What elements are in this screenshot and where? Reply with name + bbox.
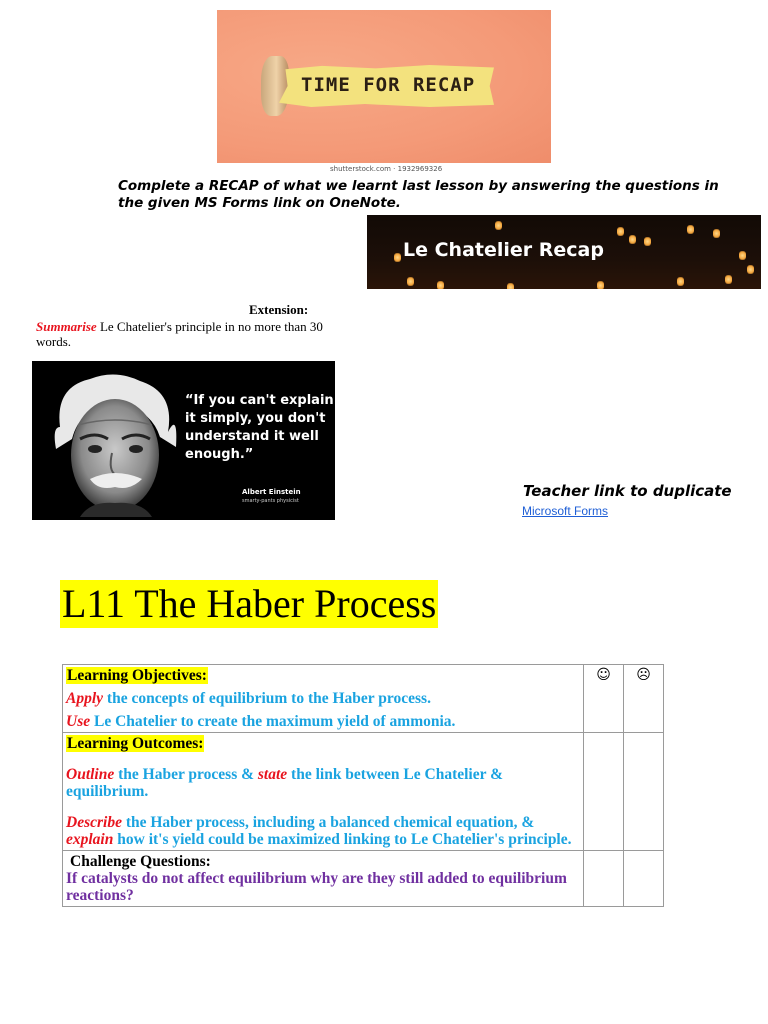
- objectives-heading: Learning Objectives:: [67, 667, 207, 684]
- frown-checkbox-cell[interactable]: [624, 733, 664, 851]
- frown-checkbox-cell[interactable]: [624, 851, 664, 907]
- time-for-recap-image: [217, 10, 551, 163]
- challenge-cell: [63, 851, 584, 907]
- teacher-link-label: Teacher link to duplicate: [523, 482, 732, 500]
- outcome-keyword: state: [257, 766, 288, 783]
- frowning-face-icon: ☹: [636, 667, 651, 683]
- objectives-cell: [63, 665, 584, 733]
- einstein-quote-text: “If you can't explain it simply, you don't understand it well enough.”: [185, 393, 334, 462]
- outcome-text: the link between Le Chatelier & equilibrium.: [66, 766, 503, 800]
- outcome-text: how it's yield could be maximized linking to Le Chatelier's principle.: [113, 831, 572, 848]
- image-credit: shutterstock.com · 1932969326: [330, 165, 443, 173]
- smiley-checkbox-cell[interactable]: [584, 851, 624, 907]
- extension-keyword: Summarise: [36, 319, 97, 334]
- lesson-title: L11 The Haber Process: [62, 581, 437, 626]
- smiley-face-icon: ☺: [596, 667, 611, 683]
- frown-column-header: [624, 665, 664, 733]
- table-row: [63, 733, 664, 851]
- outcome-text: the Haber process &: [114, 766, 258, 783]
- objective-keyword: Use: [66, 713, 91, 730]
- objective-keyword: Apply: [66, 690, 104, 707]
- einstein-portrait: [50, 367, 180, 517]
- einstein-quote-image: [32, 361, 335, 520]
- torn-paper-curl: [261, 56, 289, 116]
- learning-objectives-table: [62, 664, 664, 907]
- table-row: [63, 851, 664, 907]
- outcome-keyword: Describe: [66, 814, 122, 831]
- objective-text: the concepts of equilibrium to the Haber process.: [103, 690, 431, 707]
- outcomes-heading: Learning Outcomes:: [67, 735, 204, 752]
- extension-task: [36, 319, 356, 349]
- microsoft-forms-link[interactable]: Microsoft Forms: [522, 504, 609, 518]
- challenge-question: If catalysts do not affect equilibrium why are they still added to equilibrium reactions?: [66, 870, 567, 904]
- quote-source: smarty-pants physicist: [242, 498, 299, 504]
- extension-heading: Extension:: [249, 302, 309, 317]
- outcomes-cell: [63, 733, 584, 851]
- le-chatelier-banner-title: Le Chatelier Recap: [403, 239, 604, 261]
- objective-text: Le Chatelier to create the maximum yield of ammonia.: [90, 713, 456, 730]
- outcome-keyword: explain: [66, 831, 114, 848]
- extension-task-text: Le Chatelier's principle in no more than 30 words.: [36, 319, 323, 349]
- table-row: [63, 665, 664, 733]
- challenge-heading: Challenge Questions:: [70, 853, 211, 870]
- recap-banner-text: TIME FOR RECAP: [301, 74, 476, 96]
- quote-author: Albert Einstein: [242, 488, 301, 496]
- smiley-checkbox-cell[interactable]: [584, 733, 624, 851]
- outcome-text: the Haber process, including a balanced chemical equation, &: [121, 814, 535, 831]
- recap-instructions: Complete a RECAP of what we learnt last lesson by answering the questions in the given MS Forms link on OneNote.: [118, 178, 719, 211]
- le-chatelier-recap-banner: [367, 215, 761, 289]
- outcome-keyword: Outline: [66, 766, 115, 783]
- smiley-column-header: [584, 665, 624, 733]
